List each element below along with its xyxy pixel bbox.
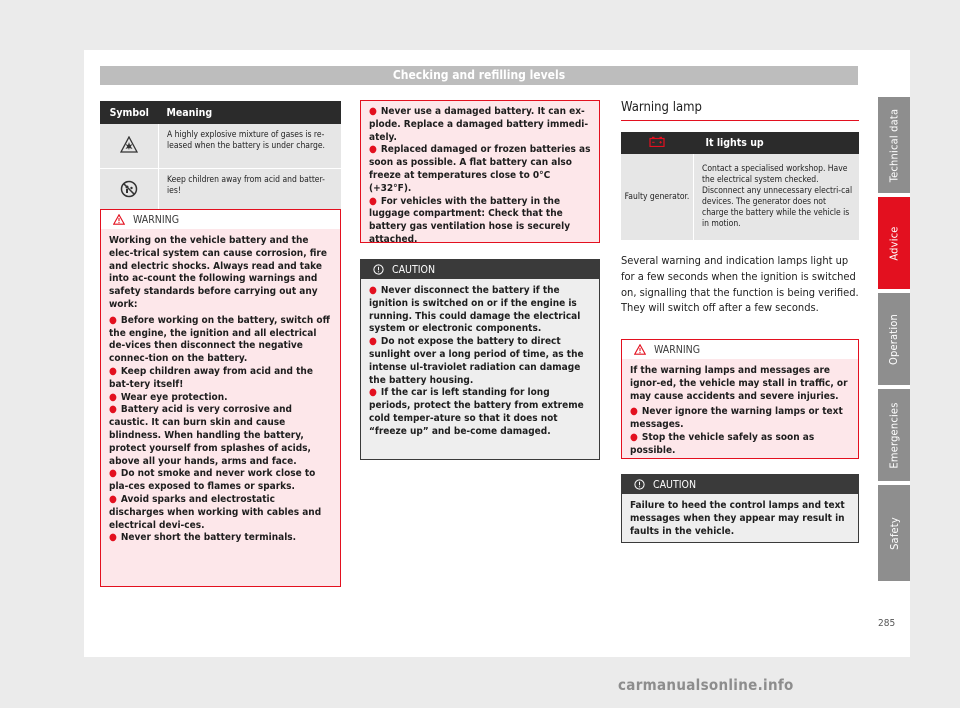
warning-box-battery (100, 209, 341, 587)
list-item: ● Never short the battery terminals. (109, 532, 297, 544)
lamp-action: Contact a specialised workshop. Have the electrical system checked. Disconnect any unnecessary electri-cal devices. The generator does not charge the battery while the vehicle is in motion. (694, 154, 860, 240)
footer-watermark[interactable]: carmanualsonline.info (618, 676, 794, 694)
body-paragraph: Several warning and indication lamps light up for a few seconds when the ignition is switched on, signalling that the function is being verified. They will switch off after a few seconds. (621, 254, 859, 315)
explosion-warning-icon (120, 136, 138, 153)
warning-intro: Working on the vehicle battery and the elec-trical system can cause corrosion, fire and electric shocks. Always read and take into ac-count the following warnings and safety standards before carrying out any work: (109, 235, 327, 310)
list-item: ● Wear eye protection. (109, 391, 228, 403)
warning-title: WARNING (654, 343, 701, 356)
warning-lamp-table (621, 132, 859, 240)
list-item: ● If the car is left standing for long periods, protect the battery from extreme cold temper-ature so that it does not “freeze up” and be-come damaged. (369, 387, 584, 437)
list-item: ● Do not smoke and never work close to pla-ces exposed to flames or sparks. (109, 468, 316, 493)
lights-up-header: It lights up (694, 132, 860, 154)
list-item: ● Never use a damaged battery. It can ex-plode. Replace a damaged battery immedi-ately. (369, 106, 589, 143)
list-item: ● Never ignore the warning lamps or text messages. (630, 406, 843, 431)
keep-children-away-icon (120, 180, 138, 198)
chapter-header: Checking and refilling levels (100, 66, 858, 85)
caution-box-battery (360, 259, 600, 460)
table-row (621, 154, 859, 240)
list-item: ● Replaced damaged or frozen batteries as soon as possible. A flat battery can also freeze at temperatures close to 0°C (+32°F). (369, 144, 591, 194)
tab-operation[interactable]: Operation (878, 293, 910, 385)
list-item: ● Before working on the battery, switch off the engine, the ignition and all electrical de-vices then disconnect the negative connec-tion on the battery. (109, 314, 330, 365)
caution-box-lamps (621, 474, 859, 543)
section-title: Warning lamp (621, 100, 859, 121)
lamp-condition: Faulty generator. (621, 154, 694, 240)
table-row (100, 124, 341, 169)
table-row (100, 169, 341, 214)
tab-emergencies[interactable]: Emergencies (878, 389, 910, 481)
list-item: ● Never disconnect the battery if the ignition is switched on or if the engine is running. This could damage the electrical system or electronic components. (369, 285, 581, 335)
symbol-table (100, 101, 341, 213)
caution-title: CAUTION (653, 478, 697, 491)
warning-triangle-icon (113, 214, 125, 225)
list-item: ● For vehicles with the battery in the luggage compartment: Check that the battery gas ventilation hose is securely attached. (369, 195, 571, 245)
warning-box-lamps (621, 339, 859, 459)
list-item: ● Battery acid is very corrosive and caustic. It can burn skin and cause blindness. When handling the battery, protect yourself from splashes of acids, above all your hands, arms and face. (109, 404, 311, 467)
warning-title: WARNING (133, 213, 180, 226)
tab-advice[interactable]: Advice (878, 197, 910, 289)
tab-technical-data[interactable]: Technical data (878, 97, 910, 193)
meaning-column-header: Meaning (159, 101, 342, 124)
caution-header (361, 260, 599, 279)
caution-circle-icon (373, 264, 384, 275)
caution-text: Failure to heed the control lamps and text messages when they appear may result in faults in the vehicle. (630, 500, 845, 537)
page-number: 285 (878, 618, 896, 629)
tab-safety[interactable]: Safety (878, 485, 910, 581)
warning-header (101, 210, 340, 229)
warning-triangle-icon (634, 344, 646, 355)
caution-circle-icon (634, 479, 645, 490)
warning-intro: If the warning lamps and messages are ignor-ed, the vehicle may stall in traffic, or may cause accidents and severe injuries. (630, 365, 848, 402)
meaning-cell: A highly explosive mixture of gases is re-leased when the battery is under charge. (159, 124, 342, 169)
list-item: ● Stop the vehicle safely as soon as possible. (630, 431, 815, 456)
caution-title: CAUTION (392, 263, 436, 276)
symbol-column-header: Symbol (100, 101, 159, 124)
list-item: ● Do not expose the battery to direct sunlight over a long period of time, as the intense ul-traviolet radiation can damage the battery housing. (369, 336, 584, 386)
battery-icon (649, 136, 665, 147)
list-item: ● Keep children away from acid and the bat-tery itself! (109, 365, 313, 390)
list-item: ● Avoid sparks and electrostatic discharges when working with cables and electrical devi-ces. (109, 493, 322, 531)
meaning-cell: Keep children away from acid and batter-ies! (159, 169, 342, 214)
warning-header (622, 340, 858, 359)
warning-box-continued (360, 100, 600, 243)
caution-header (622, 475, 858, 494)
